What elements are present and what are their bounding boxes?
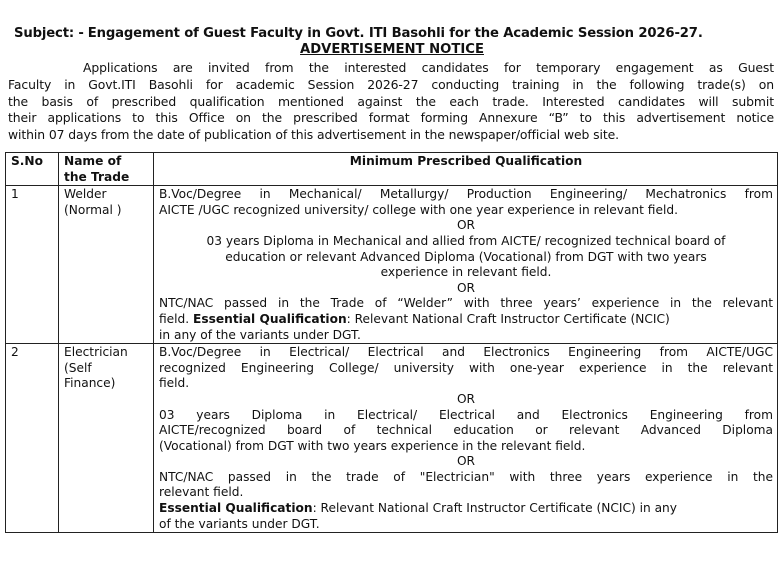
qualification-line: relevant field. (159, 485, 244, 500)
header-sno: S.No (6, 153, 59, 186)
table-row (6, 344, 778, 533)
qualification-line: education or relevant Advanced Diploma (Vocational) from DGT with two years (225, 249, 707, 264)
or-separator: OR (456, 391, 476, 406)
notice-title: ADVERTISEMENT NOTICE (300, 42, 484, 57)
essential-qualification-label: Essential Qualification (193, 311, 347, 326)
header-trade-line: the Trade (64, 169, 130, 184)
qualification-line: experience in relevant field. (380, 265, 552, 280)
row-qualification (154, 186, 778, 344)
row-trade (59, 344, 154, 533)
intro-line: their applications to this Office on the prescribed format forming Annexure “B” to this advertisement notice (8, 110, 774, 126)
or-separator: OR (456, 218, 476, 233)
row-qualification (154, 344, 778, 533)
qualification-text: : Relevant National Craft Instructor Certificate (NCIC) in any (312, 501, 677, 516)
trade-line: (Normal ) (64, 202, 122, 217)
qualification-line: in any of the variants under DGT. (159, 327, 361, 342)
intro-line: the basis of prescribed qualification mentioned against the each trade. Interested candidates will submit (8, 93, 774, 109)
qualification-line: AICTE /UGC recognized university/ college with one year experience in relevant field. (159, 202, 678, 217)
qualification-line (159, 501, 773, 517)
qualification-line: 03 years Diploma in Electrical/ Electrical and Electronics Engineering from (159, 407, 773, 422)
intro-line: Applications are invited from the interested candidates for temporary engagement as Guest (83, 60, 774, 75)
qualification-table (5, 152, 778, 533)
intro-line: Faculty in Govt.ITI Basohli for academic Session 2026-27 conducting training in the following trade(s) on (8, 76, 774, 92)
header-trade (59, 153, 154, 186)
trade-line: Finance) (64, 376, 116, 391)
subject-label: Subject: - (14, 26, 84, 41)
or-separator: OR (456, 280, 476, 295)
qualification-line: 03 years Diploma in Mechanical and allied from AICTE/ recognized technical board of (206, 233, 726, 248)
qualification-line: AICTE/recognized board of technical education or relevant Advanced Diploma (159, 423, 773, 438)
trade-line: (Self (64, 360, 92, 375)
qualification-line: field. (159, 376, 190, 391)
qualification-line: (Vocational) from DGT with two years experience in the relevant field. (159, 438, 586, 453)
row-sno: 1 (6, 186, 59, 344)
trade-line: Welder (64, 187, 107, 202)
or-separator: OR (456, 454, 476, 469)
qualification-text: field. (159, 311, 190, 326)
qualification-line: B.Voc/Degree in Electrical/ Electrical and Electronics Engineering from AICTE/UGC (159, 345, 773, 360)
subject-text: Engagement of Guest Faculty in Govt. ITI Basohli for the Academic Session 2026-27. (87, 26, 703, 41)
trade-line: Electrician (64, 345, 128, 360)
table-row (6, 186, 778, 344)
essential-qualification-label: Essential Qualification (159, 501, 313, 516)
qualification-text: : Relevant National Craft Instructor Certificate (NCIC) (346, 311, 670, 326)
qualification-line: B.Voc/Degree in Mechanical/ Metallurgy/ Production Engineering/ Mechatronics from (159, 187, 773, 202)
table-header-row (6, 153, 778, 186)
qualification-line: NTC/NAC passed in the trade of "Electrician" with three years experience in the (159, 469, 773, 484)
qualification-line (159, 312, 773, 328)
header-trade-line: Name of (64, 154, 122, 168)
row-trade (59, 186, 154, 344)
header-qualification: Minimum Prescribed Qualification (154, 153, 778, 186)
qualification-line: NTC/NAC passed in the Trade of “Welder” with three years’ experience in the relevant (159, 296, 773, 311)
qualification-line: recognized Engineering College/ university with one-year experience in the relevant (159, 360, 773, 375)
intro-line: within 07 days from the date of publication of this advertisement in the newspaper/official web site. (8, 127, 619, 143)
row-sno: 2 (6, 344, 59, 533)
subject-line (14, 25, 784, 42)
qualification-line: of the variants under DGT. (159, 516, 320, 531)
intro-paragraph (8, 60, 774, 144)
